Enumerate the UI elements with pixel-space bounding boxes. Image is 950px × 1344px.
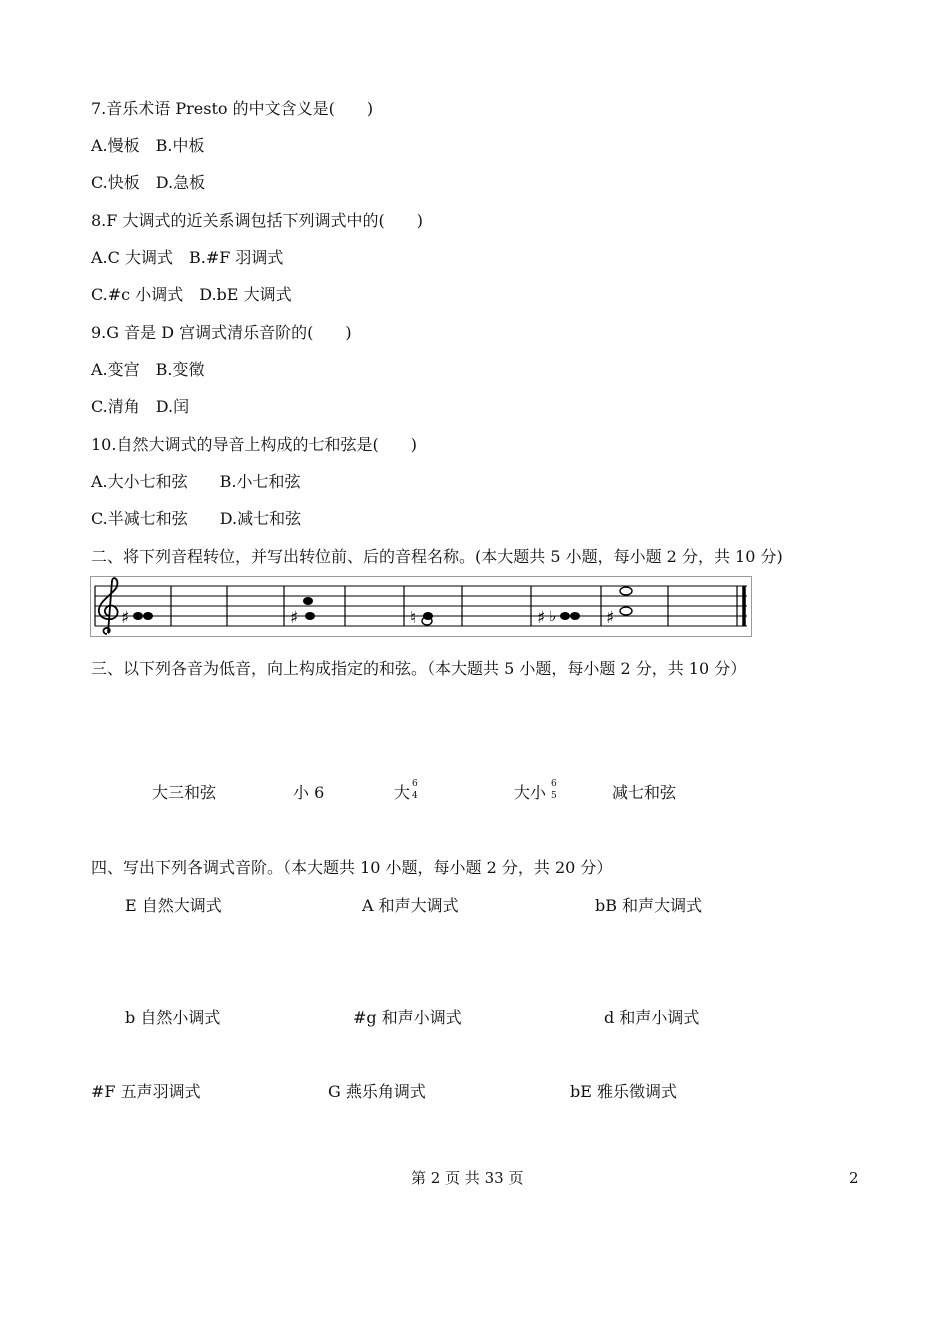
scale-item: d 和声小调式: [604, 1008, 700, 1027]
question-10-options-ab: A.大小七和弦 B.小七和弦: [91, 472, 301, 491]
question-7-options-cd: C.快板 D.急板: [91, 173, 206, 192]
interval-3-notes: [410, 608, 433, 628]
question-7-stem: 7.音乐术语 Presto 的中文含义是( ): [91, 99, 374, 118]
svg-text:♯: ♯: [290, 608, 299, 628]
chord-major-triad: 大三和弦: [152, 783, 217, 802]
question-8-options-cd: C.#c 小调式 D.bE 大调式: [91, 285, 292, 304]
svg-text:♮: ♮: [410, 608, 417, 628]
question-10-stem: 10.自然大调式的导音上构成的七和弦是( ): [91, 435, 417, 454]
scale-item: #g 和声小调式: [353, 1008, 462, 1027]
chord-diminished-seventh: 减七和弦: [612, 783, 677, 802]
question-9-options-ab: A.变宫 B.变徵: [91, 360, 205, 379]
music-staff: [91, 577, 751, 636]
svg-text:♯: ♯: [537, 608, 546, 628]
chord-major-64: 大: [394, 783, 411, 802]
question-8-stem: 8.F 大调式的近关系调包括下列调式中的( ): [91, 211, 423, 230]
interval-4-notes: [537, 607, 580, 628]
interval-1-notes: [121, 608, 153, 628]
scale-item: G 燕乐角调式: [328, 1082, 426, 1101]
chord-figure-6b: 6: [551, 779, 557, 789]
question-9-stem: 9.G 音是 D 宫调式清乐音阶的( ): [91, 323, 352, 342]
svg-text:♯: ♯: [121, 608, 130, 628]
question-9-options-cd: C.清角 D.闰: [91, 397, 190, 416]
chord-figure-5: 5: [551, 791, 557, 801]
section-3-title: 三、以下列各音为低音，向上构成指定的和弦。（本大题共 5 小题，每小题 2 分，共 10 分）: [91, 659, 747, 678]
music-staff-figure: [90, 576, 752, 637]
svg-text:♯: ♯: [606, 608, 615, 628]
chord-major-minor-65: 大小: [514, 783, 547, 802]
svg-text:♭: ♭: [549, 607, 557, 625]
chord-figure-4: 4: [412, 791, 418, 801]
question-10-options-cd: C.半减七和弦 D.减七和弦: [91, 509, 302, 528]
section-2-title: 二、将下列音程转位，并写出转位前、后的音程名称。(本大题共 5 小题，每小题 2 分，共 10 分): [91, 547, 783, 566]
scale-item: b 自然小调式: [125, 1008, 221, 1027]
page-indicator: 第 2 页 共 33 页: [411, 1169, 524, 1187]
scale-item: bE 雅乐徵调式: [570, 1082, 678, 1101]
chord-figure-6: 6: [412, 779, 418, 789]
question-7-options-ab: A.慢板 B.中板: [91, 136, 205, 155]
scale-item: #F 五声羽调式: [91, 1082, 201, 1101]
scale-item: A 和声大调式: [362, 896, 459, 915]
chord-minor-6: 小 6: [293, 783, 325, 802]
scale-item: E 自然大调式: [125, 896, 222, 915]
section-4-title: 四、写出下列各调式音阶。（本大题共 10 小题，每小题 2 分，共 20 分）: [91, 858, 613, 877]
page-number: 2: [849, 1169, 859, 1187]
interval-5-notes: [606, 587, 632, 628]
scale-item: bB 和声大调式: [595, 896, 703, 915]
interval-2-notes: [290, 597, 315, 628]
question-8-options-ab: A.C 大调式 B.#F 羽调式: [91, 248, 284, 267]
